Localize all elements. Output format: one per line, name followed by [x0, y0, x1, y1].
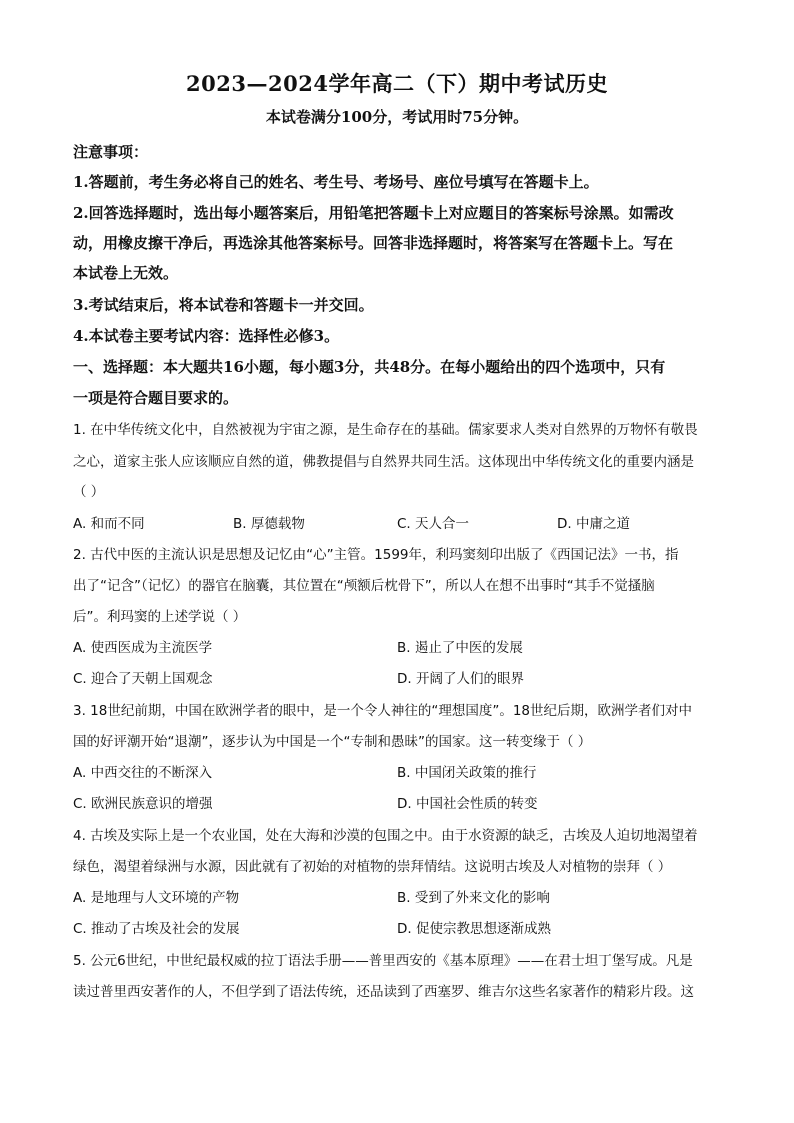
- question-2-option-a: A. 使西医成为主流医学: [73, 640, 213, 656]
- note-item: 3.考试结束后，将本试卷和答题卡一并交回。: [73, 296, 374, 314]
- question-3-option-a: A. 中西交往的不断深入: [73, 765, 213, 781]
- question-4-text: 4. 古埃及实际上是一个农业国，处在大海和沙漠的包围之中。由于水资源的缺乏，古埃及人迫切地渴望着: [73, 828, 698, 844]
- notes-heading: 注意事项：: [73, 143, 149, 161]
- page-title: 2023—2024学年高二（下）期中考试历史: [186, 71, 608, 96]
- question-1-text: 之心，道家主张人应该顺应自然的道，佛教提倡与自然界共同生活。这体现出中华传统文化的重要内涵是: [73, 454, 694, 470]
- question-4-option-a: A. 是地理与人文环境的产物: [73, 890, 240, 906]
- question-3-option-b: B. 中国闭关政策的推行: [397, 765, 537, 781]
- question-1-text: （ ）: [73, 484, 105, 500]
- note-item: 4.本试卷主要考试内容：选择性必修3。: [73, 327, 340, 345]
- question-2-option-d: D. 开阔了人们的眼界: [397, 671, 524, 687]
- question-4-text: 绿色，渴望着绿洲与水源，因此就有了初始的对植物的崇拜情结。这说明古埃及人对植物的崇拜（ ）: [73, 859, 672, 875]
- question-3-option-d: D. 中国社会性质的转变: [397, 796, 538, 812]
- section-heading: 一、选择题：本大题共16小题，每小题3分，共48分。在每小题给出的四个选项中，只有: [73, 358, 666, 376]
- question-2-option-b: B. 遏止了中医的发展: [397, 640, 523, 656]
- question-1-option-a: A. 和而不同: [73, 516, 145, 532]
- question-5-text: 5. 公元6世纪，中世纪最权威的拉丁语法手册——普里西安的《基本原理》——在君士坦丁堡写成。凡是: [73, 953, 693, 969]
- question-4-option-c: C. 推动了古埃及社会的发展: [73, 921, 240, 937]
- question-1-text: 1. 在中华传统文化中，自然被视为宇宙之源，是生命存在的基础。儒家要求人类对自然界的万物怀有敬畏: [73, 422, 698, 438]
- question-2-option-c: C. 迎合了天朝上国观念: [73, 671, 213, 687]
- question-2-text: 后”。利玛窦的上述学说（ ）: [73, 609, 247, 625]
- note-item: 动，用橡皮擦干净后，再选涂其他答案标号。回答非选择题时，将答案写在答题卡上。写在: [73, 234, 674, 252]
- question-1-option-c: C. 天人合一: [397, 516, 470, 532]
- question-3-text: 国的好评潮开始“退潮”，逐步认为中国是一个“专制和愚昧”的国家。这一转变缘于（ ）: [73, 734, 592, 750]
- question-1-option-b: B. 厚德载物: [233, 516, 305, 532]
- question-1-option-d: D. 中庸之道: [557, 516, 630, 532]
- note-item: 1.答题前，考生务必将自己的姓名、考生号、考场号、座位号填写在答题卡上。: [73, 173, 599, 191]
- question-3-option-c: C. 欧洲民族意识的增强: [73, 796, 213, 812]
- note-item: 本试卷上无效。: [73, 264, 179, 282]
- question-2-text: 出了“记含”（记忆）的器官在脑囊，其位置在“颅额后枕骨下”，所以人在想不出事时“其手不觉搔脑: [73, 578, 655, 594]
- question-4-option-b: B. 受到了外来文化的影响: [397, 890, 550, 906]
- page-subtitle: 本试卷满分100分，考试用时75分钟。: [265, 108, 529, 126]
- question-4-option-d: D. 促使宗教思想逐渐成熟: [397, 921, 551, 937]
- question-3-text: 3. 18世纪前期，中国在欧洲学者的眼中，是一个令人神往的“理想国度”。18世纪后期，欧洲学者们对中: [73, 703, 693, 719]
- section-heading-cont: 一项是符合题目要求的。: [73, 389, 239, 407]
- note-item: 2.回答选择题时，选出每小题答案后，用铅笔把答题卡上对应题目的答案标号涂黑。如需改: [73, 204, 674, 222]
- question-5-text: 读过普里西安著作的人，不但学到了语法传统，还品读到了西塞罗、维吉尔这些名家著作的精彩片段。这: [73, 984, 694, 1000]
- question-2-text: 2. 古代中医的主流认识是思想及记忆由“心”主管。1599年，利玛窦刻印出版了《西国记法》一书，指: [73, 547, 679, 563]
